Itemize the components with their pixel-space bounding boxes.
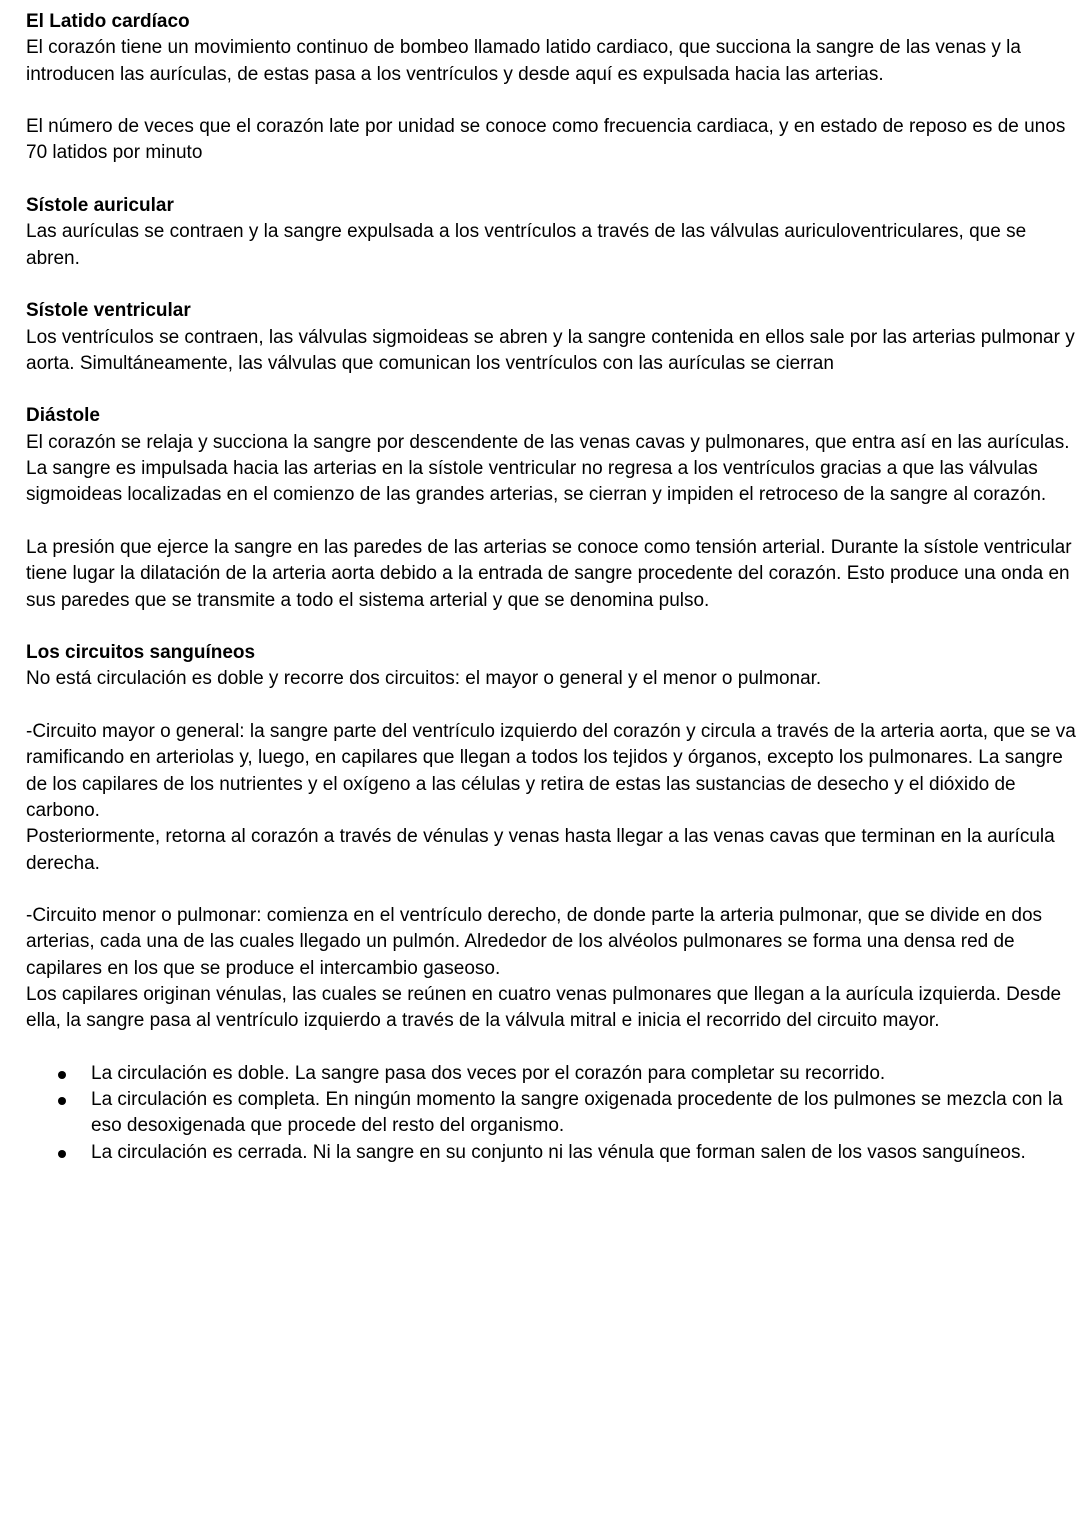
list-item-text: La circulación es cerrada. Ni la sangre en su conjunto ni las vénula que forman salen de los vasos sanguíneos. <box>91 1141 1026 1163</box>
paragraph-sistole-auricular: Las aurículas se contraen y la sangre expulsada a los ventrículos a través de las válvulas auriculoventriculares, que se abren. <box>26 221 1027 269</box>
paragraph-sistole-ventricular: Los ventrículos se contraen, las válvulas sigmoideas se abren y la sangre contenida en ellos sale por las arterias pulmonar y aorta. Simultáneamente, las válvulas que comunican los ventrículos con las aurículas se cierran <box>26 326 1075 374</box>
heading-latido-cardiaco: El Latido cardíaco <box>26 11 190 32</box>
document-page <box>26 9 1078 1166</box>
paragraph-diastole-2: La sangre es impulsada hacia las arterias en la sístole ventricular no regresa a los ventrículos gracias a que las válvulas sigmoideas localizadas en el comienzo de las grandes arterias, se cierran y impiden el retroceso de la sangre al corazón. <box>26 458 1047 506</box>
spacer <box>26 509 1078 535</box>
list-item-text: La circulación es doble. La sangre pasa dos veces por el corazón para completar su recorrido. <box>91 1062 886 1084</box>
heading-diastole: Diástole <box>26 405 100 427</box>
spacer <box>26 614 1078 640</box>
spacer <box>26 272 1078 298</box>
paragraph-circuito-mayor-2: Posteriormente, retorna al corazón a través de vénulas y venas hasta llegar a las venas cavas que terminan en la aurícula derecha. <box>26 826 1055 874</box>
paragraph-circuito-mayor-1: -Circuito mayor o general: la sangre parte del ventrículo izquierdo del corazón y circula a través de la arteria aorta, que se va ramificando en arteriolas y, luego, en capilares que llegan a todos los tejidos y órganos, excepto los pulmonares. La sangre de los capilares de los nutrientes y el oxígeno a las células y retira de estas las sustancias de desecho y el dióxido de carbono. <box>26 721 1076 821</box>
list-item <box>26 1140 1078 1166</box>
heading-circuitos-sanguineos: Los circuitos sanguíneos <box>26 642 256 664</box>
paragraph-latido-2: El número de veces que el corazón late por unidad se conoce como frecuencia cardiaca, y en estado de reposo es de unos 70 latidos por minuto <box>26 116 1066 164</box>
bullet-icon <box>58 1071 66 1079</box>
spacer <box>26 167 1078 193</box>
spacer <box>26 88 1078 114</box>
heading-sistole-auricular: Sístole auricular <box>26 195 174 217</box>
paragraph-tension-arterial: La presión que ejerce la sangre en las paredes de las arterias se conoce como tensión arterial. Durante la sístole ventricular tiene lugar la dilatación de la arteria aorta debido a la entrada de sangre procedente del corazón. Esto produce una onda en sus paredes que se transmite a todo el sistema arterial y que se denomina pulso. <box>26 536 1072 611</box>
list-item-text: La circulación es completa. En ningún momento la sangre oxigenada procedente de los pulmones se mezcla con la eso desoxigenada que procede del resto del organismo. <box>91 1089 1063 1137</box>
paragraph-latido-1: El corazón tiene un movimiento continuo de bombeo llamado latido cardiaco, que succiona la sangre de las venas y la introducen las aurículas, de estas pasa a los ventrículos y desde aquí es expulsada hacia las arterias. <box>26 37 1021 85</box>
bullet-icon <box>58 1097 66 1105</box>
list-item <box>26 1061 1078 1087</box>
spacer <box>26 877 1078 903</box>
list-item <box>26 1087 1078 1140</box>
paragraph-diastole-1: El corazón se relaja y succiona la sangre por descendente de las venas cavas y pulmonares, que entra así en las aurículas. <box>26 431 1070 453</box>
spacer <box>26 1035 1078 1061</box>
spacer <box>26 693 1078 719</box>
bullet-list <box>26 1061 1078 1166</box>
heading-sistole-ventricular: Sístole ventricular <box>26 300 191 322</box>
paragraph-circuitos-intro: No está circulación es doble y recorre dos circuitos: el mayor o general y el menor o pulmonar. <box>26 668 822 690</box>
bullet-icon <box>58 1150 66 1158</box>
paragraph-circuito-menor-1: -Circuito menor o pulmonar: comienza en el ventrículo derecho, de donde parte la arteria pulmonar, que se divide en dos arterias, cada una de las cuales llegado un pulmón. Alrededor de los alvéolos pulmonares se forma una densa red de capilares en los que se produce el intercambio gaseoso. <box>26 905 1043 979</box>
paragraph-circuito-menor-2: Los capilares originan vénulas, las cuales se reúnen en cuatro venas pulmonares que llegan a la aurícula izquierda. Desde ella, la sangre pasa al ventrículo izquierdo a través de la válvula mitral e inicia el recorrido del circuito mayor. <box>26 983 1062 1032</box>
spacer <box>26 377 1078 403</box>
